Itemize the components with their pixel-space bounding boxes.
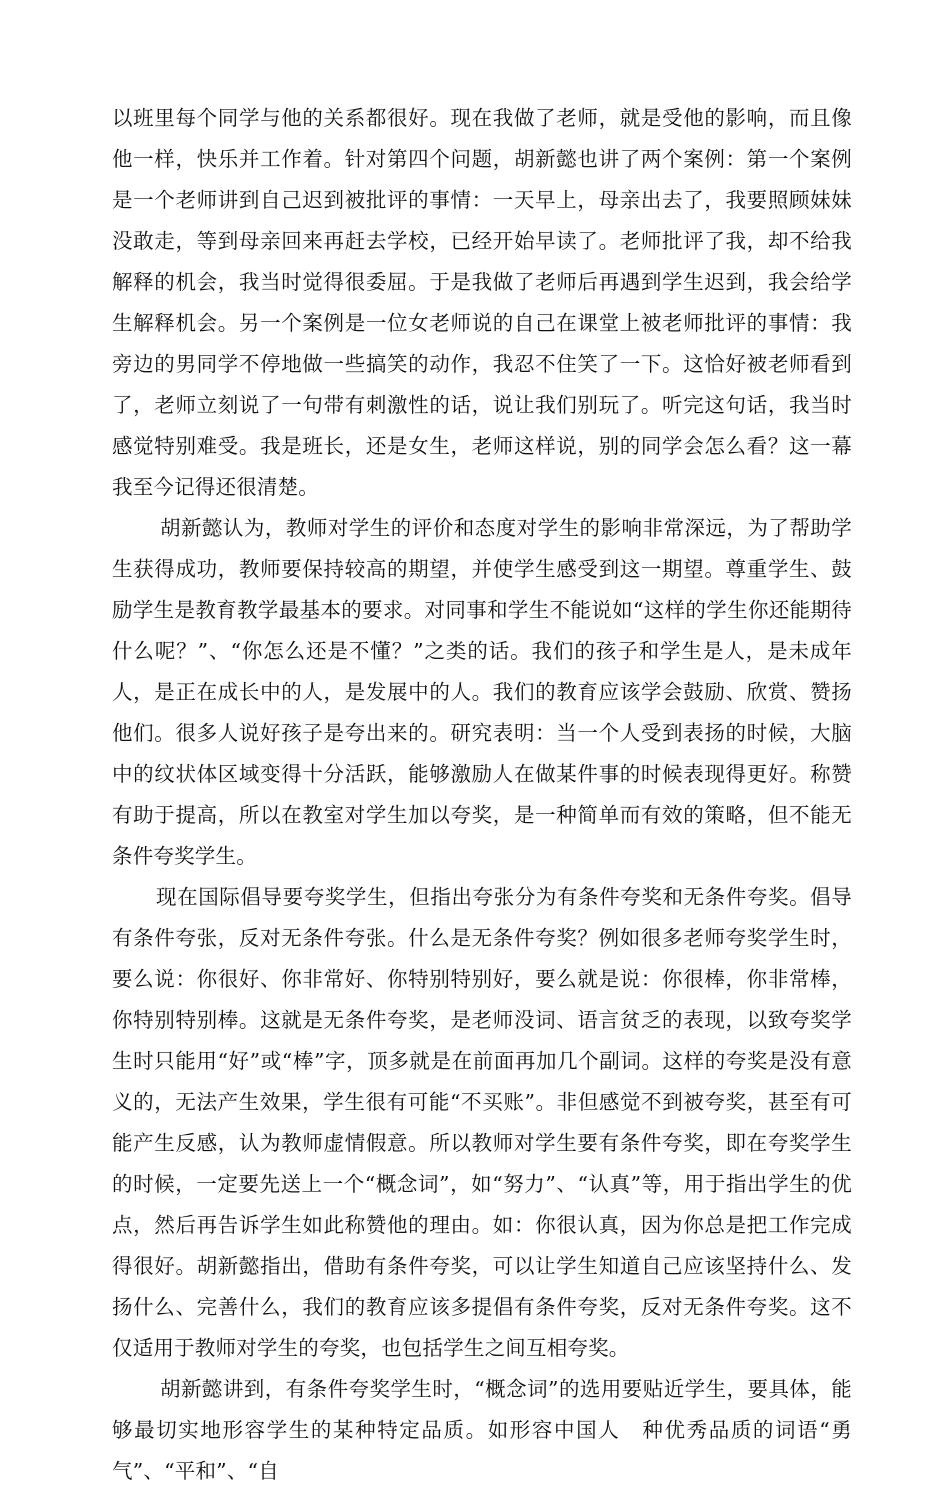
paragraph-3: 现在国际倡导要夸奖学生，但指出夸张分为有条件夸奖和无条件夸奖。倡导有条件夸张，反对无条件夸张。什么是无条件夸奖？例如很多老师夸奖学生时，要么说：你很好、你非常好、你特别特别好，要么就是说：你很棒，你非常棒，你特别特别棒。这就是无条件夸奖，是老师没词、语言贫乏的表现，以致夸奖学生时只能用“好”或“棒”字，顶多就是在前面再加几个副词。这样的夸奖是没有意义的，无法产生效果，学生很有可能“不买账”。非但感觉不到被夸奖，甚至有可能产生反感，认为教师虚情假意。所以教师对学生要有条件夸奖，即在夸奖学生的时候，一定要先送上一个“概念词”，如“努力”、“认真”等，用于指出学生的优点，然后再告诉学生如此称赞他的理由。如：你很认真，因为你总是把工作完成得很好。胡新懿指出，借助有条件夸奖，可以让学生知道自己应该坚持什么、发扬什么、完善什么，我们的教育应该多提倡有条件夸奖，反对无条件夸奖。这不仅适用于教师对学生的夸奖，也包括学生之间互相夸奖。: [112, 885, 852, 1360]
document-page: [112, 98, 852, 1492]
paragraph-4: 胡新懿讲到，有条件夸奖学生时，“概念词”的选用要贴近学生，要具体，能够最切实地形容学生的某种特定品质。如形容中国人 种优秀品质的词语“勇气”、“平和”、“自: [112, 1377, 852, 1483]
paragraph-2: 胡新懿认为，教师对学生的评价和态度对学生的影响非常深远，为了帮助学生获得成功，教师要保持较高的期望，并使学生感受到这一期望。尊重学生、鼓励学生是教育教学最基本的要求。对同事和学生不能说如“这样的学生你还能期待什么呢？”、“你怎么还是不懂？”之类的话。我们的孩子和学生是人，是未成年人，是正在成长中的人，是发展中的人。我们的教育应该学会鼓励、欣赏、赞扬他们。很多人说好孩子是夸出来的。研究表明：当一个人受到表扬的时候，大脑中的纹状体区域变得十分活跃，能够激励人在做某件事的时候表现得更好。称赞有助于提高，所以在教室对学生加以夸奖，是一种简单而有效的策略，但不能无条件夸奖学生。: [112, 516, 852, 868]
paragraph-1: 以班里每个同学与他的关系都很好。现在我做了老师，就是受他的影响，而且像他一样，快乐并工作着。针对第四个问题，胡新懿也讲了两个案例：第一个案例是一个老师讲到自己迟到被批评的事情：一天早上，母亲出去了，我要照顾妹妹没敢走，等到母亲回来再赶去学校，已经开始早读了。老师批评了我，却不给我解释的机会，我当时觉得很委屈。于是我做了老师后再遇到学生迟到，我会给学生解释机会。另一个案例是一位女老师说的自己在课堂上被老师批评的事情：我旁边的男同学不停地做一些搞笑的动作，我忍不住笑了一下。这恰好被老师看到了，老师立刻说了一句带有刺激性的话，说让我们别玩了。听完这句话，我当时感觉特别难受。我是班长，还是女生，老师这样说，别的同学会怎么看？这一幕我至今记得还很清楚。: [112, 106, 852, 499]
